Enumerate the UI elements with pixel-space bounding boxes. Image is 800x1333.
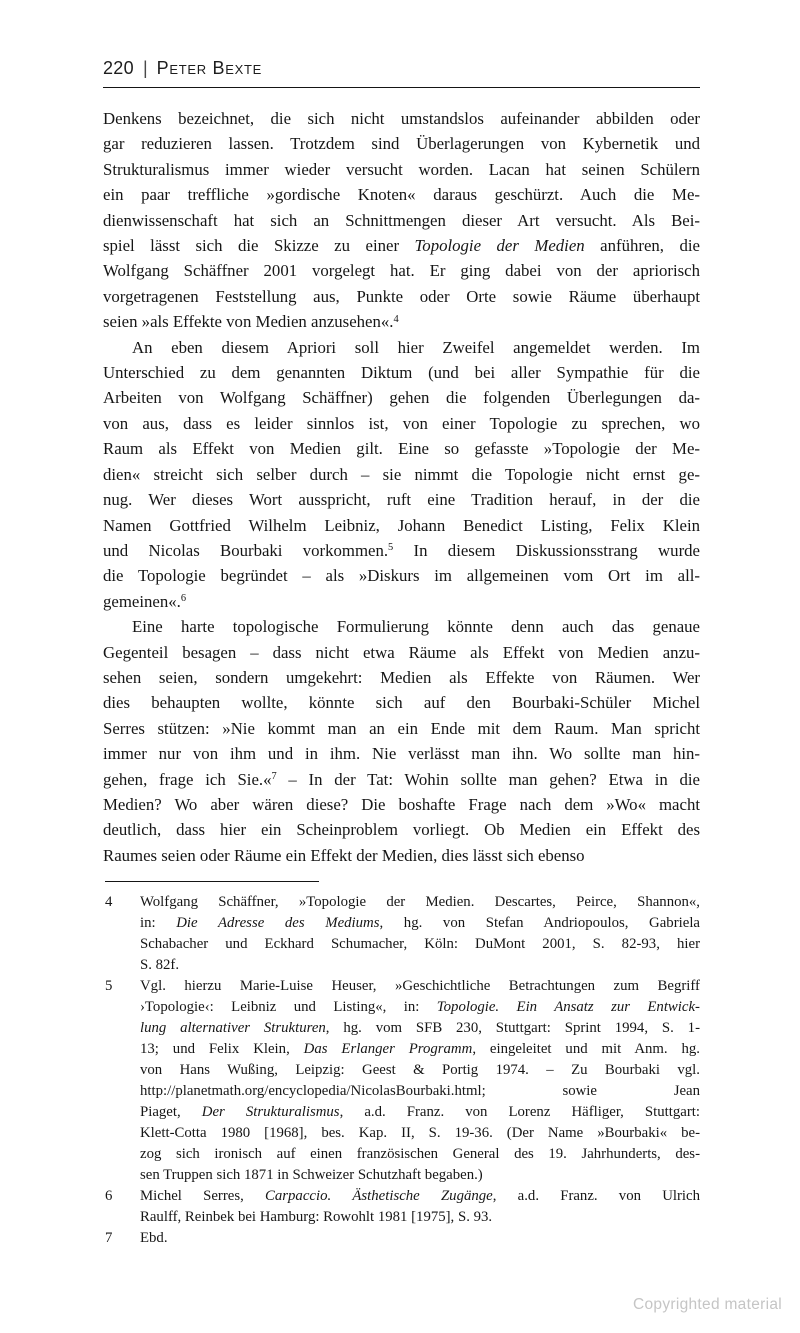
header-divider: | <box>142 58 148 78</box>
body-text <box>103 106 700 868</box>
text-line: spiel lässt sich die Skizze zu einer Topologie der Medien anführen, die <box>103 236 700 256</box>
footnote-separator-rule <box>105 881 319 882</box>
text-line: ›Topologie‹: Leibniz und Listing«, in: Topologie. Ein Ansatz zur Entwick- <box>140 999 700 1015</box>
text-line: Unterschied zu dem genannten Diktum (und bei aller Sympathie für die <box>103 363 700 383</box>
text-line: Piaget, Der Strukturalismus, a.d. Franz. von Lorenz Häfliger, Stuttgart: <box>140 1104 701 1120</box>
text-line: dies behaupten wollte, könnte sich auf den Bourbaki-Schüler Michel <box>103 693 700 713</box>
text-line: dien« streicht sich selber durch – sie nimmt die Topologie nicht ernst ge- <box>103 464 700 484</box>
text-line: Wolfgang Schäffner, »Topologie der Medien. Descartes, Peirce, Shannon«, <box>140 894 700 910</box>
text-line: sehen seien, sondern umgekehrt: Medien als Effekte von Räumen. Wer <box>103 667 700 687</box>
text-line: seien »als Effekte von Medien anzusehen«.$^4$ <box>103 312 399 332</box>
text-line: Wolfgang Schäffner 2001 vorgelegt hat. Er ging dabei von der apriorisch <box>103 261 700 281</box>
text-line: Vgl. hierzu Marie-Luise Heuser, »Geschichtliche Betrachtungen zum Begriff <box>140 978 700 994</box>
text-line: 13; und Felix Klein, Das Erlanger Programm, eingeleitet und mit Anm. hg. <box>140 1041 700 1057</box>
page-number: 220 <box>103 58 134 78</box>
text-line: von Hans Wußing, Leipzig: Geest & Portig 1974. – Zu Bourbaki vgl. <box>140 1062 700 1078</box>
footnote-number: 6 <box>105 1188 113 1204</box>
text-line: zog sich ironisch auf einen französischen General des 19. Jahrhunderts, des- <box>140 1146 700 1162</box>
text-line: immer nur von ihm und in ihm. Nie verlässt man ihn. Wo sollte man hin- <box>103 744 700 764</box>
footnote-item <box>103 1228 700 1249</box>
text-line: Strukturalismus immer wieder versucht worden. Lacan hat seinen Schülern <box>103 159 700 179</box>
text-line: dienwissenschaft hat sich an Schnittmengen dieser Art versucht. Als Bei- <box>103 210 700 230</box>
text-line: Raumes seien oder Räume ein Effekt der Medien, dies lässt sich ebenso <box>103 845 585 865</box>
text-line: Medien? Wo aber wären diese? Die boshafte Frage nach dem »Wo« macht <box>103 794 700 814</box>
text-line: Denkens bezeichnet, die sich nicht umstandslos aufeinander abbilden oder <box>103 109 700 128</box>
text-line: S. 82f. <box>140 957 180 973</box>
footnote-number: 7 <box>105 1230 113 1246</box>
footnotes-section <box>103 892 700 1249</box>
text-line: deutlich, dass hier ein Scheinproblem vorliegt. Ob Medien ein Effekt des <box>103 820 700 840</box>
text-line: Namen Gottfried Wilhelm Leibniz, Johann Benedict Listing, Felix Klein <box>103 515 700 535</box>
text-line: An eben diesem Apriori soll hier Zweifel angemeldet werden. Im <box>132 337 700 357</box>
text-line: Michel Serres, Carpaccio. Ästhetische Zugänge, a.d. Franz. von Ulrich <box>140 1188 700 1204</box>
footnote-item <box>103 1186 700 1228</box>
text-line: und Nicolas Bourbaki vorkommen.$^5$ In diesem Diskussionsstrang wurde <box>103 540 700 560</box>
text-line: Ebd. <box>140 1230 168 1246</box>
footnote-item <box>103 892 700 976</box>
text-line: http://planetmath.org/encyclopedia/NicolasBourbaki.html; sowie Jean <box>140 1083 700 1099</box>
running-head-author: Peter Bexte <box>156 58 262 78</box>
text-line: in: Die Adresse des Mediums, hg. von Stefan Andriopoulos, Gabriela <box>140 915 700 931</box>
text-line: Raum als Effekt von Medien gilt. Eine so gefasste »Topologie der Me- <box>103 439 700 459</box>
footnote-item <box>103 976 700 1186</box>
text-line: gar reduzieren lassen. Trotzdem sind Überlagerungen von Kybernetik und <box>103 134 700 154</box>
text-line: Schabacher und Eckhard Schumacher, Köln: DuMont 2001, S. 82-93, hier <box>140 936 700 952</box>
text-line: Raulff, Reinbek bei Hamburg: Rowohlt 1981 [1975], S. 93. <box>140 1209 493 1225</box>
copyright-watermark: Copyrighted material <box>632 1296 782 1313</box>
text-line: gemeinen«.$^6$ <box>103 591 187 611</box>
text-line: Eine harte topologische Formulierung könnte denn auch das genaue <box>132 617 700 637</box>
running-header <box>103 58 700 79</box>
text-line: Klett-Cotta 1980 [1968], bes. Kap. II, S. 19-36. (Der Name »Bourbaki« be- <box>140 1125 700 1141</box>
text-line: lung alternativer Strukturen, hg. vom SFB 230, Stuttgart: Sprint 1994, S. 1- <box>140 1020 700 1036</box>
footnote-number: 4 <box>105 894 113 910</box>
text-line: nug. Wer dieses Wort ausspricht, ruft eine Tradition herauf, in der die <box>103 490 700 510</box>
text-line: vorgetragenen Feststellung aus, Punkte oder Orte sowie Räume überhaupt <box>103 286 700 306</box>
text-line: Arbeiten von Wolfgang Schäffner) gehen die folgenden Überlegungen da- <box>103 388 700 408</box>
text-line: die Topologie begründet – als »Diskurs im allgemeinen vom Ort im all- <box>103 566 700 586</box>
footnote-number: 5 <box>105 978 113 994</box>
text-line: gehen, frage ich Sie.«$^7$ – In der Tat: Wohin sollte man gehen? Etwa in die <box>103 769 700 789</box>
text-line: ein paar treffliche »gordische Knoten« daraus geschürzt. Auch die Me- <box>103 185 700 205</box>
header-rule <box>103 87 700 88</box>
text-line: Serres stützen: »Nie kommt man an ein Ende mit dem Raum. Man spricht <box>103 718 700 738</box>
text-line: Gegenteil besagen – dass nicht etwa Räume als Effekt von Medien anzu- <box>103 642 700 662</box>
text-line: sen Truppen sich 1871 in Schweizer Schutzhaft begaben.) <box>140 1167 483 1183</box>
text-line: von aus, dass es leider sinnlos ist, von einer Topologie zu sprechen, wo <box>103 413 700 433</box>
